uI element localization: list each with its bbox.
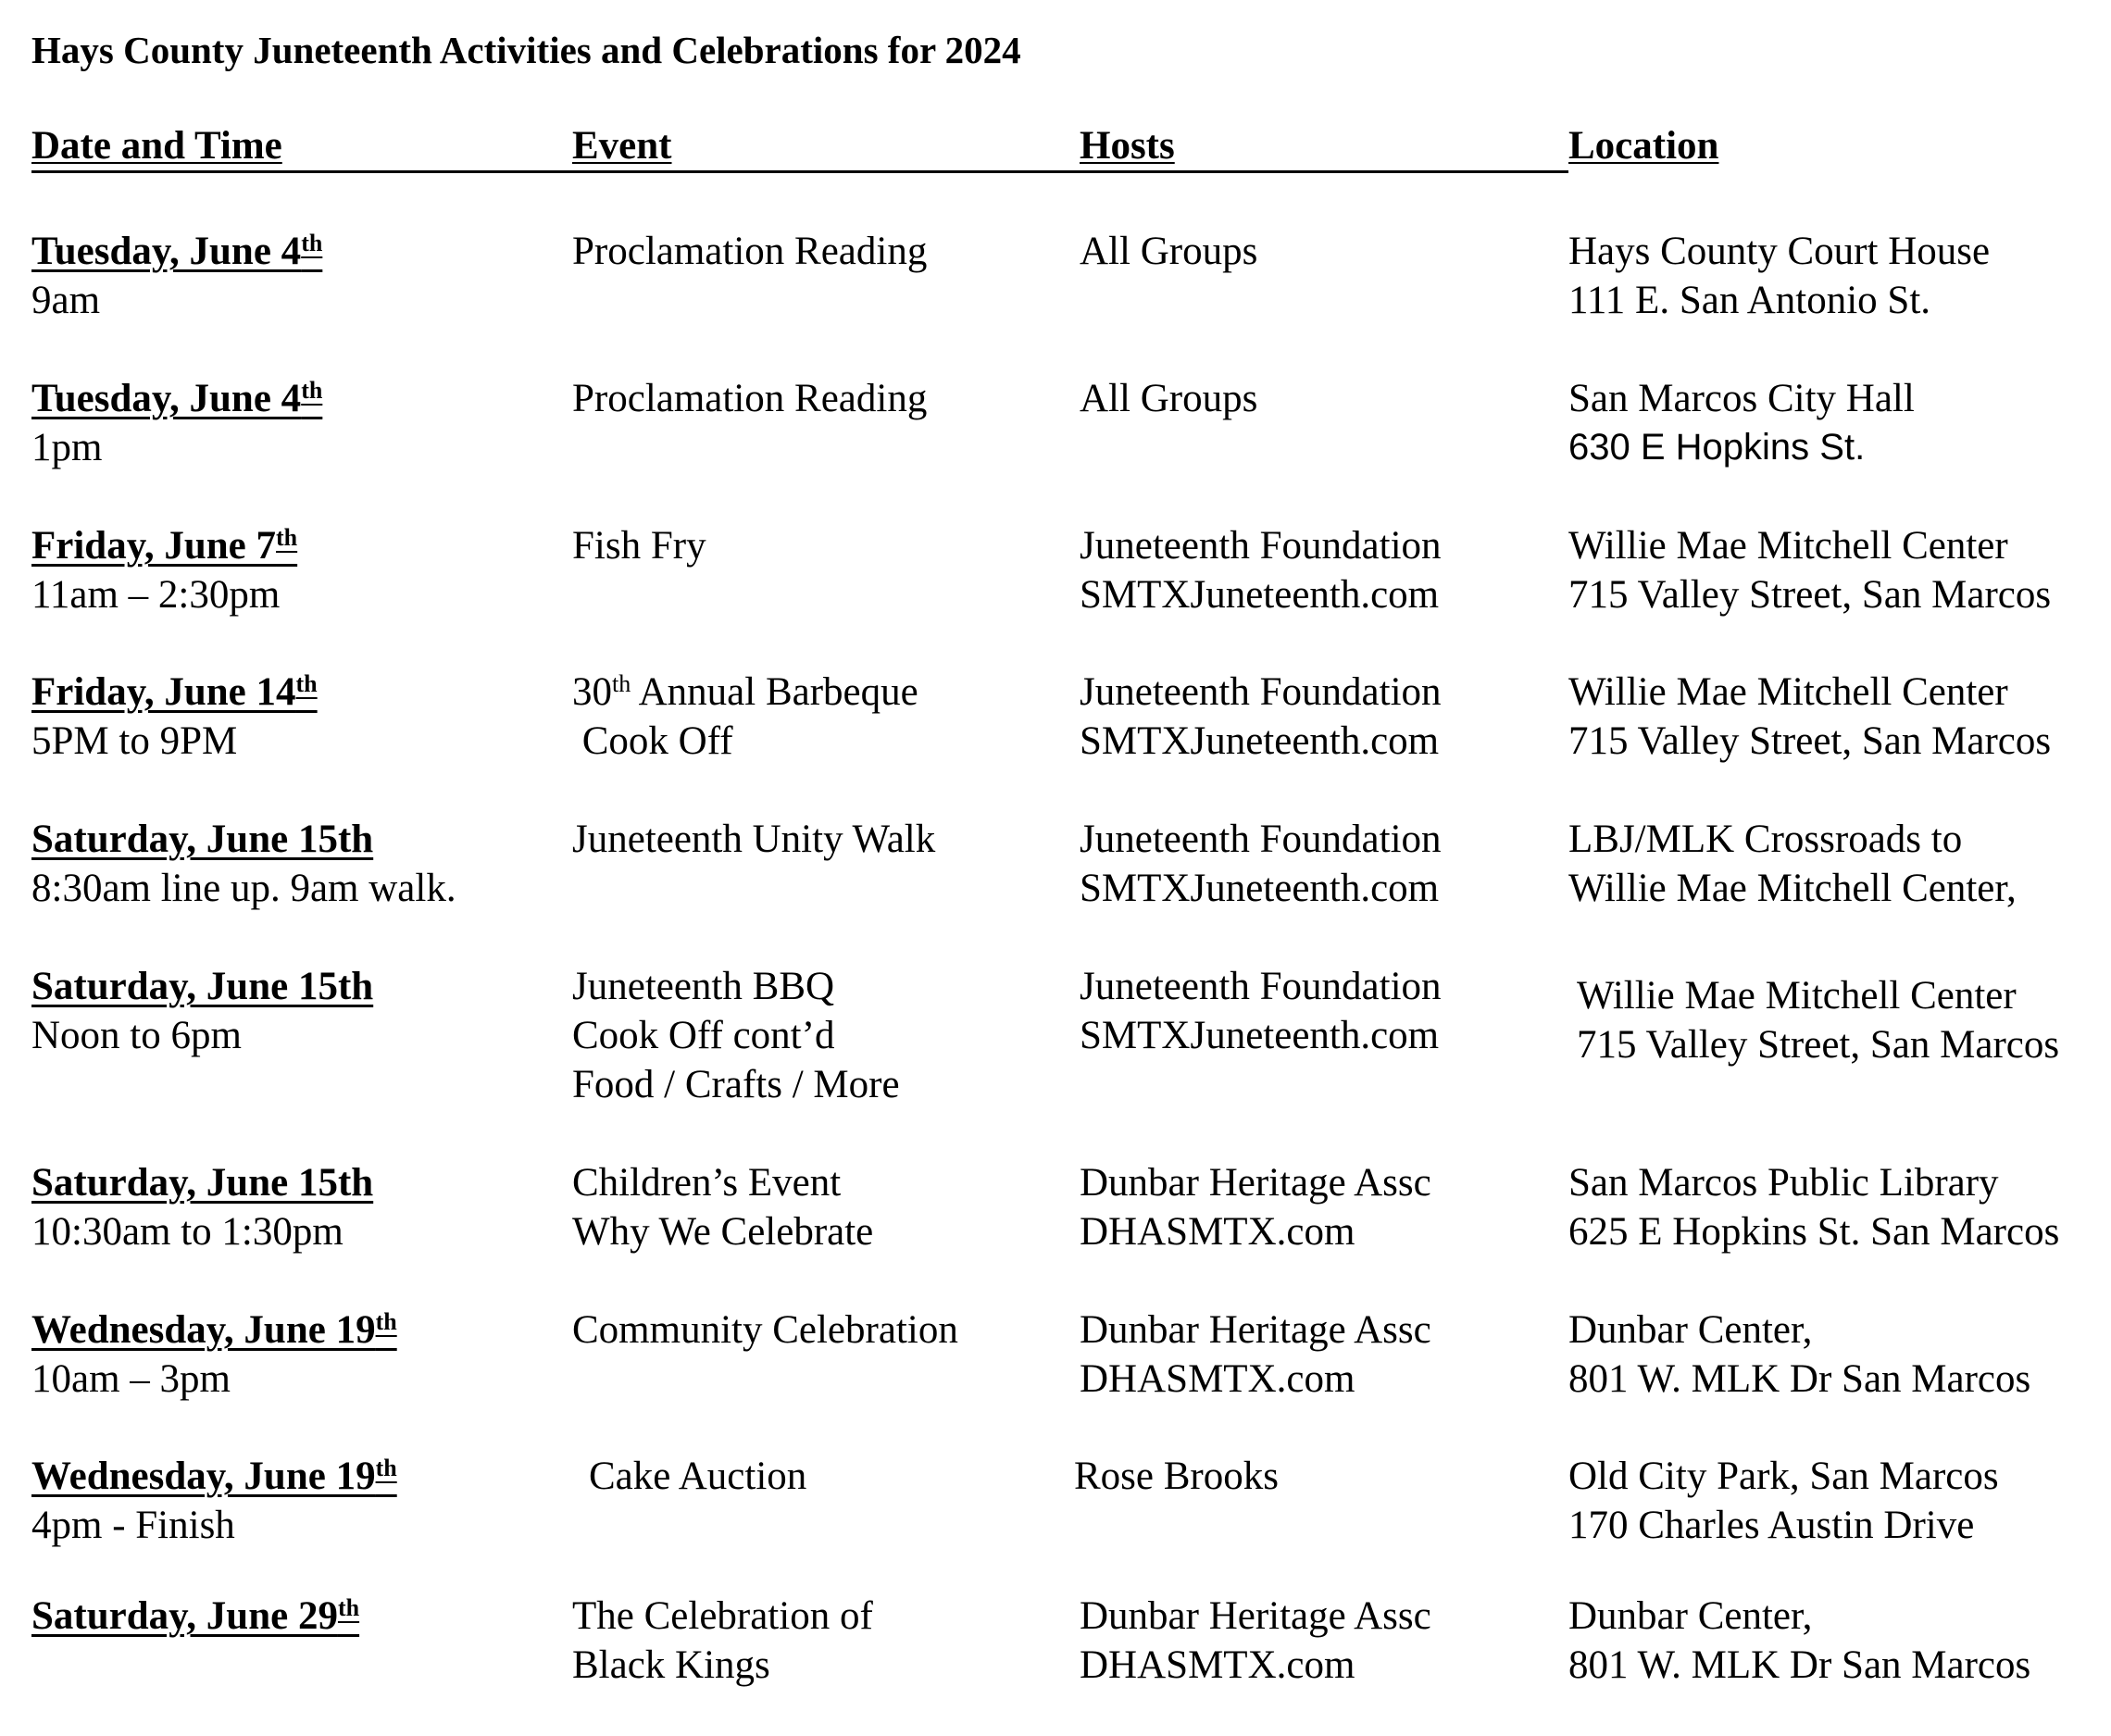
event-time: 5PM to 9PM — [31, 719, 238, 763]
hosts-cell — [1080, 1305, 1431, 1404]
header-date-and-time: Date and Time — [31, 122, 572, 173]
location-cell — [1568, 1592, 2030, 1690]
event-date: Saturday, June 29th — [31, 1594, 360, 1638]
hosts-cell — [1080, 1592, 1431, 1690]
event-date: Wednesday, June 19th — [31, 1455, 397, 1498]
location-address: 801 W. MLK Dr San Marcos — [1568, 1357, 2031, 1401]
event-date: Saturday, June 15th — [31, 965, 374, 1008]
event-name-cont: Cook Off cont’d — [572, 1014, 835, 1057]
event-date: Friday, June 7th — [31, 524, 298, 568]
event-cell — [572, 962, 900, 1109]
hosts-cell — [1080, 374, 1257, 423]
event-name: The Celebration of — [572, 1594, 873, 1638]
host-website: DHASMTX.com — [1080, 1643, 1355, 1687]
location-address: 801 W. MLK Dr San Marcos — [1568, 1643, 2031, 1687]
event-name-cont: Black Kings — [572, 1643, 770, 1687]
event-cell — [572, 1305, 958, 1355]
host-website: SMTXJuneteenth.com — [1080, 719, 1440, 763]
event-name: Children’s Event — [572, 1161, 842, 1205]
date-cell — [31, 1305, 397, 1404]
event-time: 1pm — [31, 426, 103, 469]
date-cell — [31, 1452, 397, 1550]
event-name: Juneteenth BBQ — [572, 965, 835, 1008]
event-date: Wednesday, June 19th — [31, 1308, 397, 1352]
event-date: Tuesday, June 4th — [31, 377, 323, 420]
host-name: All Groups — [1080, 230, 1258, 273]
event-date: Tuesday, June 4th — [31, 230, 323, 273]
location-address: Willie Mae Mitchell Center, — [1568, 867, 2017, 910]
event-name: Fish Fry — [572, 524, 706, 568]
event-time: 10am – 3pm — [31, 1357, 231, 1401]
event-cell — [572, 374, 927, 423]
location-address: 715 Valley Street, San Marcos — [1568, 719, 2052, 763]
hosts-cell — [1074, 1452, 1279, 1501]
location-name: Willie Mae Mitchell Center — [1568, 670, 2008, 714]
location-cell — [1568, 815, 2017, 913]
event-time: 9am — [31, 279, 101, 322]
host-name: Dunbar Heritage Assc — [1080, 1594, 1431, 1638]
location-cell — [1568, 1158, 2059, 1256]
event-date: Saturday, June 15th — [31, 818, 374, 861]
event-name: Proclamation Reading — [572, 377, 928, 420]
location-cell — [1568, 521, 2051, 619]
host-website: SMTXJuneteenth.com — [1080, 1014, 1440, 1057]
event-time: 8:30am line up. 9am walk. — [31, 867, 456, 910]
location-name: LBJ/MLK Crossroads to — [1568, 818, 1963, 861]
host-website: DHASMTX.com — [1080, 1210, 1355, 1254]
event-name: Community Celebration — [572, 1308, 958, 1352]
date-cell — [31, 374, 322, 472]
page-title: Hays County Juneteenth Activities and Celebrations for 2024 — [31, 29, 1021, 71]
location-name: Willie Mae Mitchell Center — [1568, 524, 2008, 568]
location-address: 715 Valley Street, San Marcos — [1577, 1023, 2060, 1067]
location-cell — [1568, 227, 1990, 325]
host-website: SMTXJuneteenth.com — [1080, 867, 1440, 910]
location-name: San Marcos Public Library — [1568, 1161, 1999, 1205]
date-cell — [31, 227, 322, 325]
event-cell — [572, 668, 918, 766]
hosts-cell — [1080, 962, 1442, 1060]
event-time: 11am – 2:30pm — [31, 573, 281, 617]
hosts-cell — [1080, 227, 1257, 276]
host-name: All Groups — [1080, 377, 1258, 420]
location-cell — [1568, 374, 1915, 472]
location-name: Old City Park, San Marcos — [1568, 1455, 1999, 1498]
event-date: Saturday, June 15th — [31, 1161, 374, 1205]
date-cell — [31, 815, 456, 913]
event-time: 4pm - Finish — [31, 1504, 235, 1547]
header-event: Event — [572, 122, 1080, 173]
event-time: Noon to 6pm — [31, 1014, 242, 1057]
event-name-cont: Why We Celebrate — [572, 1210, 874, 1254]
header-location: Location — [1568, 124, 1719, 168]
event-cell — [572, 815, 935, 864]
hosts-cell — [1080, 1158, 1431, 1256]
date-cell — [31, 962, 373, 1060]
hosts-cell — [1080, 521, 1442, 619]
date-cell — [31, 521, 297, 619]
event-details: Food / Crafts / More — [572, 1063, 900, 1106]
event-date: Friday, June 14th — [31, 670, 318, 714]
event-cell — [572, 1592, 873, 1690]
host-website: DHASMTX.com — [1080, 1357, 1355, 1401]
hosts-cell — [1080, 815, 1442, 913]
event-name: Juneteenth Unity Walk — [572, 818, 936, 861]
host-name: Rose Brooks — [1074, 1455, 1279, 1498]
header-hosts: Hosts — [1080, 122, 1568, 173]
host-website: SMTXJuneteenth.com — [1080, 573, 1440, 617]
event-cell — [589, 1452, 806, 1501]
event-name: Proclamation Reading — [572, 230, 928, 273]
event-name: 30th Annual Barbeque — [572, 670, 918, 714]
host-name: Juneteenth Foundation — [1080, 965, 1442, 1008]
date-cell — [31, 668, 318, 766]
location-address: 625 E Hopkins St. San Marcos — [1568, 1210, 2060, 1254]
location-address: 111 E. San Antonio St. — [1568, 279, 1931, 322]
hosts-cell — [1080, 668, 1442, 766]
location-address: 170 Charles Austin Drive — [1568, 1504, 1975, 1547]
date-cell — [31, 1592, 359, 1641]
location-cell — [1568, 1305, 2030, 1404]
host-name: Dunbar Heritage Assc — [1080, 1161, 1431, 1205]
location-name: Hays County Court House — [1568, 230, 1991, 273]
event-cell — [572, 227, 927, 276]
location-name: Willie Mae Mitchell Center — [1577, 974, 2017, 1018]
location-name: San Marcos City Hall — [1568, 377, 1915, 420]
location-cell — [1568, 1452, 1999, 1550]
location-cell — [1568, 668, 2051, 766]
host-name: Juneteenth Foundation — [1080, 670, 1442, 714]
host-name: Juneteenth Foundation — [1080, 818, 1442, 861]
event-name-cont: Cook Off — [572, 719, 733, 763]
event-cell — [572, 1158, 873, 1256]
location-name: Dunbar Center, — [1568, 1308, 1813, 1352]
event-name: Cake Auction — [589, 1455, 807, 1498]
location-address: 715 Valley Street, San Marcos — [1568, 573, 2052, 617]
location-address: 630 E Hopkins St. — [1568, 427, 1866, 468]
location-cell — [1577, 971, 2059, 1069]
location-name: Dunbar Center, — [1568, 1594, 1813, 1638]
host-name: Juneteenth Foundation — [1080, 524, 1442, 568]
event-time: 10:30am to 1:30pm — [31, 1210, 344, 1254]
host-name: Dunbar Heritage Assc — [1080, 1308, 1431, 1352]
date-cell — [31, 1158, 373, 1256]
event-cell — [572, 521, 706, 570]
